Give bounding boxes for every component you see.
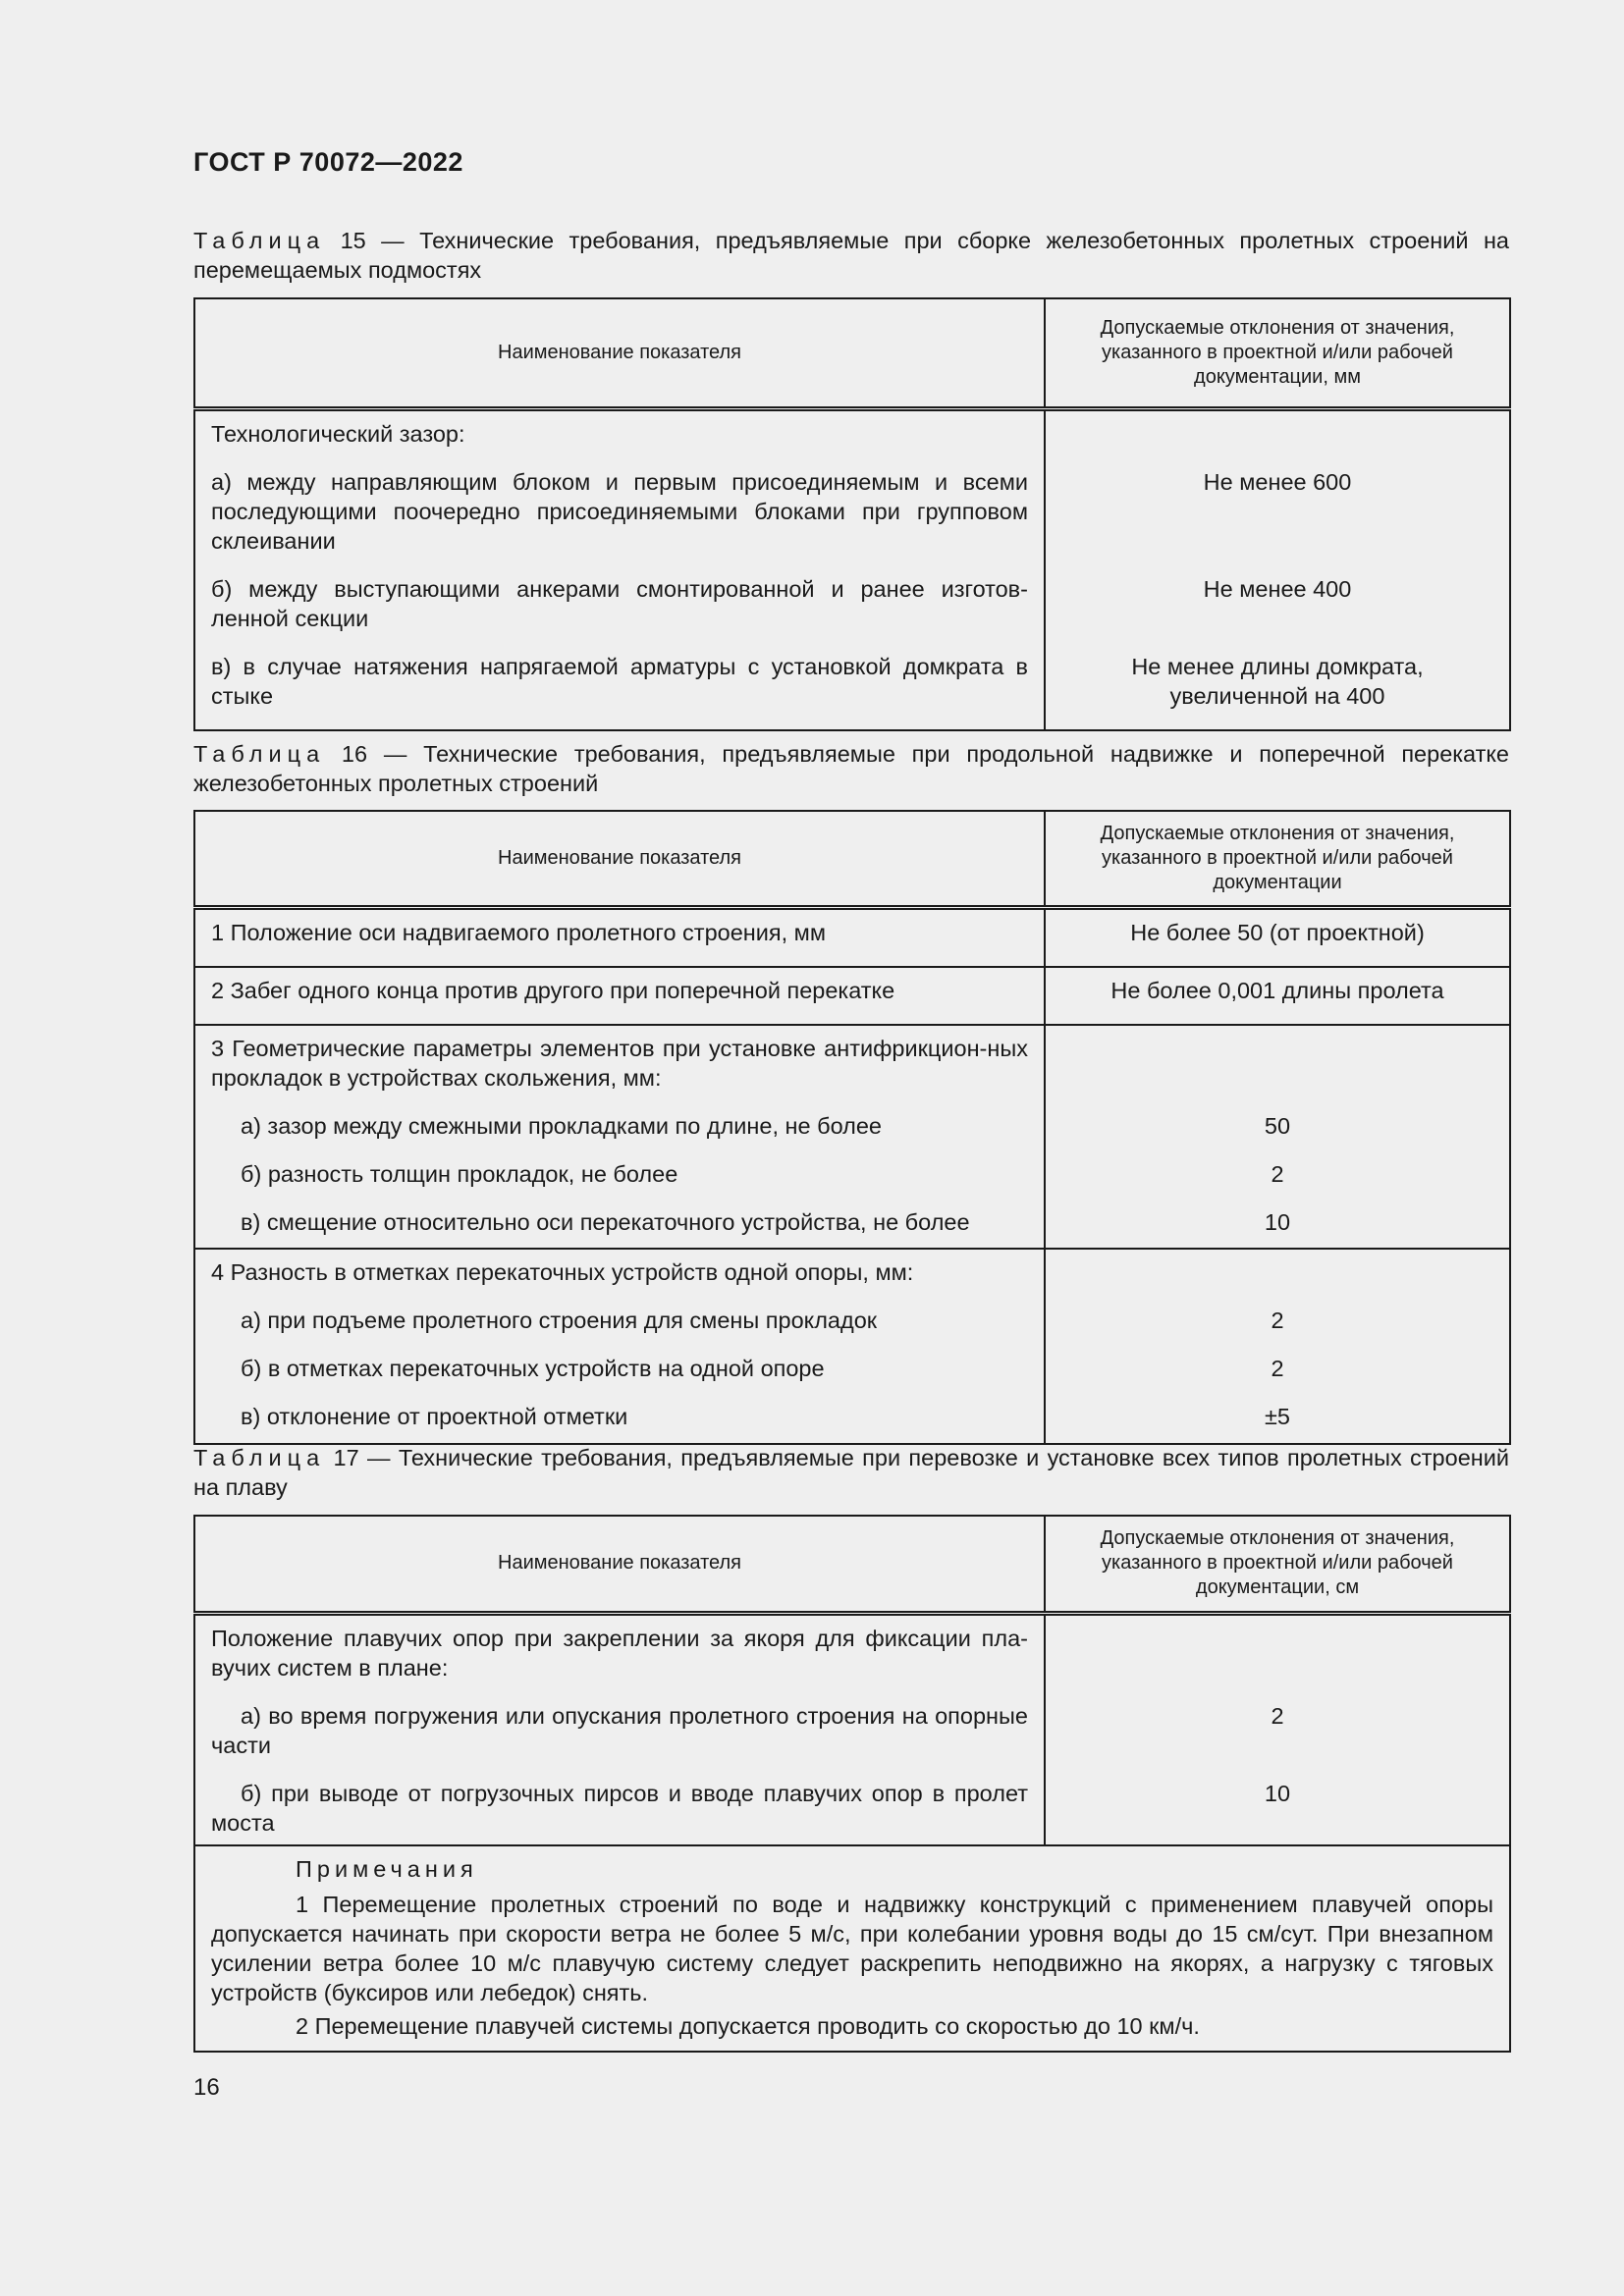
table15-row-b-label: б) между выступающими анкерами смонтированной и ранее изготов-ленной секции (211, 575, 1028, 631)
table16-row3-item-c-label: в) смещение относительно оси перекаточного устройства, не более (241, 1208, 970, 1235)
table16-row3 (194, 1025, 1510, 1249)
table15-row-a-label: а) между направляющим блоком и первым присоединяемым и всеми последующими поочередно присоединяемыми блоками при групповом склеивании (211, 468, 1028, 554)
table15-row-c-label: в) в случае натяжения напрягаемой арматуры с установкой домкрата в стыке (211, 653, 1028, 709)
table15-caption-text: 15 — Технические требования, предъявляемые при сборке железобетонных пролетных строений на перемещаемых подмостях (193, 228, 1509, 283)
table16-row3-item-c-value: 10 (1264, 1208, 1291, 1235)
table16-caption-label: Таблица (193, 741, 326, 767)
table16-row1-label: 1 Положение оси надвигаемого пролетного строения, мм (211, 919, 826, 945)
table16-row2-value: Не более 0,001 длины пролета (1110, 977, 1444, 1003)
document-header: ГОСТ Р 70072—2022 (193, 147, 463, 177)
table16-row4-title: 4 Разность в отметках перекаточных устройств одной опоры, мм: (211, 1258, 914, 1285)
table16-row4-item-b-label: б) в отметках перекаточных устройств на одной опоре (241, 1355, 825, 1381)
table16 (193, 810, 1511, 1445)
table17-caption (193, 1443, 1509, 1502)
table17-row-b-label: б) при выводе от погрузочных пирсов и вводе плавучих опор в пролет моста (211, 1780, 1028, 1836)
table16-row4-item-a-value: 2 (1271, 1307, 1284, 1333)
table16-col2-header: Допускаемые отклонения от значения, указанного в проектной и/или рабочей документации (1045, 811, 1510, 907)
table16-row3-item-a-label: а) зазор между смежными прокладками по длине, не более (241, 1112, 882, 1139)
table17-notes (195, 1846, 1509, 2051)
table15 (193, 297, 1511, 731)
table17-col1-header: Наименование показателя (194, 1516, 1045, 1613)
table16-row4-item-c-label: в) отклонение от проектной отметки (241, 1403, 628, 1429)
table15-row-b-value: Не менее 400 (1203, 575, 1352, 602)
table16-caption (193, 739, 1509, 798)
table16-row2-label: 2 Забег одного конца против другого при поперечной перекатке (211, 977, 895, 1003)
table16-row4-item-c-value: ±5 (1265, 1403, 1290, 1429)
table16-caption-text: 16 — Технические требования, предъявляемые при продольной надвижке и поперечной перекатке железобетонных пролетных строений (193, 741, 1509, 796)
table15-row-a-value: Не менее 600 (1203, 468, 1352, 495)
note-1: 1 Перемещение пролетных строений по воде и надвижку конструкций с применением плавучей опоры допускается начинать при скорости ветра не более 5 м/с, при колебании уровня воды до 15 см/сут. При внезапном усилении ветра более 10 м/с плавучую систему следует раскрепить неподвижно на якорях, а нагрузку с тяговых устройств (буксиров или лебедок) снять. (211, 1892, 1493, 2005)
table16-row1-value: Не более 50 (от проектной) (1130, 919, 1425, 945)
table15-caption (193, 226, 1509, 285)
table17-row-a-value: 2 (1271, 1702, 1284, 1729)
table15-row-c-value: Не менее длины домкрата, увеличенной на 400 (1131, 653, 1424, 709)
table16-row3-item-a-value: 50 (1264, 1112, 1291, 1139)
table15-col2-header: Допускаемые отклонения от значения, указанного в проектной и/или рабочей документации, мм (1045, 298, 1510, 408)
table17-caption-text: 17 — Технические требования, предъявляемые при перевозке и установке всех типов пролетных строений на плаву (193, 1445, 1509, 1500)
table15-col1-header: Наименование показателя (194, 298, 1045, 408)
table17-row-b-value: 10 (1264, 1780, 1291, 1806)
table15-intro: Технологический зазор: (211, 420, 465, 447)
table16-row1 (194, 907, 1510, 967)
table16-col1-header: Наименование показателя (194, 811, 1045, 907)
notes-title: Примечания (296, 1856, 478, 1882)
table17-row-a-label: а) во время погружения или опускания пролетного строения на опорные части (211, 1702, 1028, 1758)
table16-row3-title: 3 Геометрические параметры элементов при установке антифрикцион-ных прокладок в устройствах скольжения, мм: (211, 1035, 1028, 1091)
table16-row4-item-b-value: 2 (1271, 1355, 1284, 1381)
table16-row3-item-b-label: б) разность толщин прокладок, не более (241, 1160, 678, 1187)
table16-row4 (194, 1249, 1510, 1444)
table17-caption-label: Таблица (193, 1445, 326, 1470)
table17-intro: Положение плавучих опор при закреплении за якоря для фиксации пла-вучих систем в плане: (211, 1625, 1028, 1681)
table16-row3-item-b-value: 2 (1271, 1160, 1284, 1187)
page-number: 16 (193, 2074, 220, 2101)
table16-row4-item-a-label: а) при подъеме пролетного строения для смены прокладок (241, 1307, 878, 1333)
note-2: 2 Перемещение плавучей системы допускается проводить со скоростью до 10 км/ч. (296, 2013, 1200, 2039)
table15-caption-label: Таблица (193, 228, 326, 253)
table17 (193, 1515, 1511, 2053)
table16-row2 (194, 967, 1510, 1025)
table17-col2-header: Допускаемые отклонения от значения, указанного в проектной и/или рабочей документации, см (1045, 1516, 1510, 1613)
